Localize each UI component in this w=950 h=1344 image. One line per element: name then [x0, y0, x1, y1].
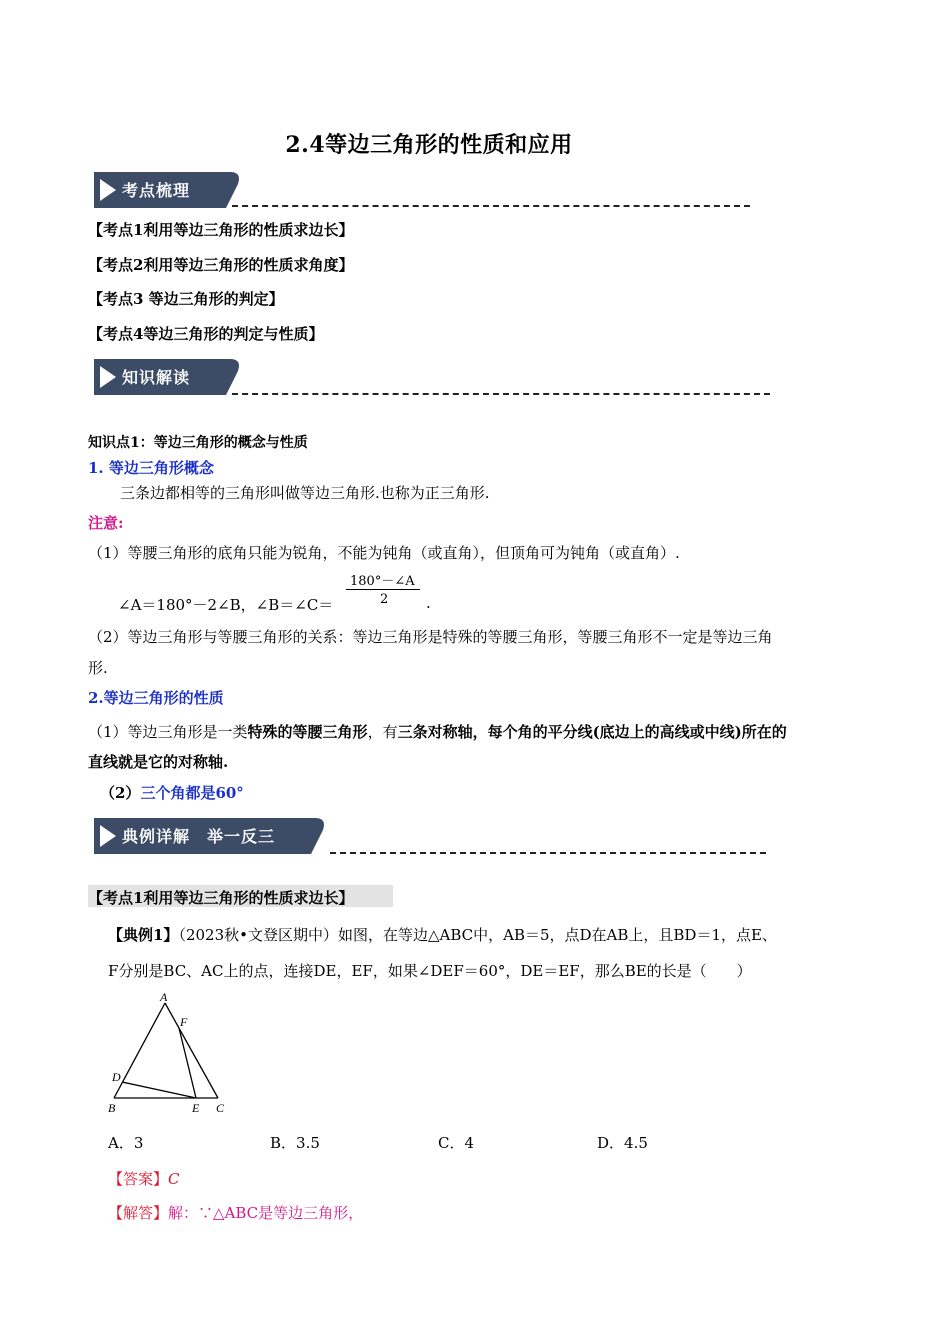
toc-item[interactable]: 【考点1利用等边三角形的性质求边长】 [88, 221, 354, 239]
section-banner-dianli: 典例详解 举一反三 [90, 812, 335, 858]
section-tag: 【考点1利用等边三角形的性质求边长】 [88, 889, 354, 907]
banner-divider [232, 205, 750, 207]
example-line2: F分别是BC、AC上的点，连接DE，EF，如果∠DEF＝60°，DE＝EF，那么BE的长是（ ） [108, 962, 752, 980]
formula-denominator: 2 [380, 592, 389, 607]
formula-end: . [426, 594, 431, 612]
banner-divider [232, 393, 770, 395]
section-banner-kaodian: 考点梳理 [90, 166, 250, 212]
property-2: （2）三个角都是60° [100, 784, 244, 802]
segment-ef [179, 1028, 196, 1098]
property-title: 2.等边三角形的性质 [88, 689, 224, 707]
segment-de [122, 1082, 196, 1098]
point-label-c: C [216, 1101, 225, 1115]
formula-left: ∠A＝180°－2∠B，∠B＝∠C＝ [118, 596, 334, 614]
property-1-line1: （1）等边三角形是一类特殊的等腰三角形，有三条对称轴，每个角的平分线(底边上的高线或中线)所在的 [88, 723, 787, 741]
answer: 【答案】C [108, 1170, 180, 1188]
toc-item[interactable]: 【考点3 等边三角形的判定】 [88, 290, 284, 308]
point-label-e: E [192, 1101, 200, 1115]
page-title: 2.4等边三角形的性质和应用 [285, 132, 573, 158]
option-c[interactable]: C．4 [438, 1134, 475, 1152]
option-b[interactable]: B．3.5 [270, 1134, 320, 1152]
fraction-bar [346, 589, 420, 590]
point-label-b: B [108, 1101, 116, 1115]
example-line1: 【典例1】（2023秋•文登区期中）如图，在等边△ABC中，AB＝5，点D在AB上，且BD＝1，点E、 [108, 926, 777, 944]
knowledge-heading: 知识点1：等边三角形的概念与性质 [88, 435, 308, 451]
section-banner-zhishi: 知识解读 [90, 353, 250, 399]
option-a[interactable]: A．3 [108, 1134, 144, 1152]
concept-title: 1. 等边三角形概念 [88, 459, 214, 477]
point-label-f: F [180, 1015, 188, 1029]
option-d[interactable]: D．4.5 [597, 1134, 648, 1152]
note-1: （1）等腰三角形的底角只能为锐角，不能为钝角（或直角），但顶角可为钝角（或直角）. [88, 544, 680, 562]
point-label-a: A [160, 990, 168, 1004]
property-1-line2: 直线就是它的对称轴. [88, 753, 229, 771]
note-2-line1: （2）等边三角形与等腰三角形的关系：等边三角形是特殊的等腰三角形，等腰三角形不一定是等边三角 [88, 628, 773, 646]
side-ac [165, 1003, 218, 1098]
toc-item[interactable]: 【考点2利用等边三角形的性质求角度】 [88, 256, 354, 274]
formula-numerator: 180°－∠A [350, 574, 415, 589]
point-label-d: D [112, 1070, 121, 1084]
solution: 【解答】解：∵△ABC是等边三角形， [108, 1204, 364, 1222]
toc-item[interactable]: 【考点4等边三角形的判定与性质】 [88, 325, 324, 343]
side-ab [114, 1003, 165, 1098]
note-label: 注意: [88, 514, 124, 532]
triangle-figure [100, 988, 240, 1116]
banner-divider [330, 852, 766, 854]
concept-text: 三条边都相等的三角形叫做等边三角形.也称为正三角形. [120, 484, 490, 502]
note-2-line2: 形. [88, 659, 108, 677]
